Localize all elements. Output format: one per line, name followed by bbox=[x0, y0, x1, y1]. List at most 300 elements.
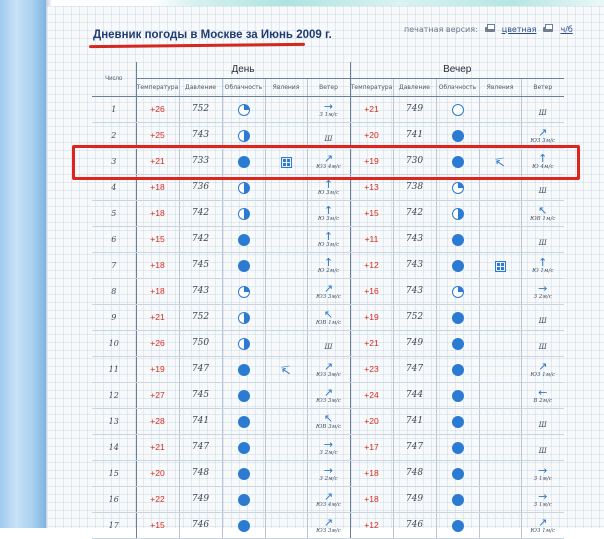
evening-pressure: 741 bbox=[393, 408, 436, 434]
wind-label: З 2м/с bbox=[319, 449, 338, 456]
evening-temperature: +18 bbox=[350, 460, 393, 486]
table-row bbox=[92, 330, 564, 356]
evening-cloudiness bbox=[436, 252, 479, 278]
day-cloudiness bbox=[222, 356, 265, 382]
printer-icon[interactable] bbox=[542, 24, 554, 34]
day-temperature: +18 bbox=[136, 252, 179, 278]
day-number: 13 bbox=[92, 408, 136, 434]
day-wind bbox=[307, 460, 350, 486]
calm-label: Ш bbox=[538, 420, 547, 429]
day-pressure: 746 bbox=[179, 512, 222, 538]
precipitation-icon bbox=[495, 261, 506, 272]
evening-pressure: 747 bbox=[393, 434, 436, 460]
day-pressure: 748 bbox=[179, 460, 222, 486]
day-pressure: 745 bbox=[179, 382, 222, 408]
table-row bbox=[92, 382, 564, 408]
day-phenomena bbox=[265, 356, 307, 382]
col-cloudiness-day: Облачность bbox=[222, 78, 265, 96]
evening-temperature: +11 bbox=[350, 226, 393, 252]
wind-label: Ю 4м/с bbox=[532, 163, 554, 170]
day-wind bbox=[307, 304, 350, 330]
evening-pressure: 748 bbox=[393, 460, 436, 486]
day-temperature: +20 bbox=[136, 460, 179, 486]
day-cloudiness bbox=[222, 434, 265, 460]
table-row bbox=[92, 200, 564, 226]
weather-table bbox=[92, 62, 564, 539]
day-cloudiness bbox=[222, 408, 265, 434]
col-phenomena-day: Явления bbox=[265, 78, 307, 96]
wind-arrow-icon: ↑ bbox=[538, 255, 548, 269]
evening-cloudiness bbox=[436, 382, 479, 408]
col-phenomena-evening: Явления bbox=[479, 78, 521, 96]
cloudiness-clear-icon bbox=[452, 104, 464, 116]
color-version-link[interactable]: цветная bbox=[501, 24, 537, 34]
cloudiness-half-icon bbox=[238, 182, 250, 194]
highlight-box bbox=[72, 145, 580, 180]
cloudiness-overcast-icon bbox=[452, 312, 464, 324]
day-cloudiness bbox=[222, 226, 265, 252]
day-pressure: 750 bbox=[179, 330, 222, 356]
wind-label: ЮЗ 4м/с bbox=[316, 163, 341, 170]
evening-pressure: 752 bbox=[393, 304, 436, 330]
wind-label: В 2м/с bbox=[533, 397, 553, 404]
day-temperature: +18 bbox=[136, 200, 179, 226]
wind-arrow-icon: → bbox=[323, 99, 334, 113]
cloudiness-overcast-icon bbox=[452, 442, 464, 454]
day-number: 14 bbox=[92, 434, 136, 460]
evening-temperature: +12 bbox=[350, 512, 393, 538]
evening-pressure: 730 bbox=[393, 148, 436, 174]
evening-temperature: +15 bbox=[350, 200, 393, 226]
day-temperature: +21 bbox=[136, 148, 179, 174]
day-wind bbox=[307, 96, 350, 122]
day-wind bbox=[307, 382, 350, 408]
cloudiness-overcast-icon bbox=[238, 260, 250, 272]
day-pressure: 745 bbox=[179, 252, 222, 278]
day-wind bbox=[307, 356, 350, 382]
evening-temperature: +19 bbox=[350, 304, 393, 330]
cloudiness-overcast-icon bbox=[452, 234, 464, 246]
evening-phenomena bbox=[479, 226, 521, 252]
evening-pressure: 743 bbox=[393, 252, 436, 278]
col-temperature-evening: Температура bbox=[350, 78, 393, 96]
day-cloudiness bbox=[222, 460, 265, 486]
day-wind bbox=[307, 226, 350, 252]
cloudiness-overcast-icon bbox=[452, 338, 464, 350]
day-number: 7 bbox=[92, 252, 136, 278]
evening-temperature: +21 bbox=[350, 96, 393, 122]
day-temperature: +18 bbox=[136, 278, 179, 304]
day-pressure: 743 bbox=[179, 122, 222, 148]
day-temperature: +19 bbox=[136, 356, 179, 382]
calm-label: Ш bbox=[324, 342, 333, 351]
cloudiness-quarter-icon bbox=[452, 286, 464, 298]
calm-label: Ш bbox=[324, 134, 333, 143]
day-pressure: 747 bbox=[179, 434, 222, 460]
table-row bbox=[92, 434, 564, 460]
wind-arrow-icon: ↑ bbox=[323, 255, 334, 269]
wind-arrow-icon: ↗ bbox=[323, 515, 334, 529]
wind-label: Ю 1м/с bbox=[532, 267, 554, 274]
evening-cloudiness bbox=[436, 96, 479, 122]
print-label: печатная версия: bbox=[404, 24, 478, 34]
day-temperature: +25 bbox=[136, 122, 179, 148]
wind-label: З 2м/с bbox=[319, 475, 338, 482]
day-temperature: +21 bbox=[136, 304, 179, 330]
evening-wind bbox=[521, 226, 564, 252]
day-number: 15 bbox=[92, 460, 136, 486]
evening-cloudiness bbox=[436, 330, 479, 356]
day-phenomena bbox=[265, 486, 307, 512]
evening-cloudiness bbox=[436, 460, 479, 486]
evening-cloudiness bbox=[436, 408, 479, 434]
wind-label: ЮЗ 3м/с bbox=[316, 527, 341, 534]
day-cloudiness bbox=[222, 486, 265, 512]
day-temperature: +15 bbox=[136, 226, 179, 252]
table-row bbox=[92, 486, 564, 512]
wind-label: З 1м/с bbox=[319, 111, 338, 118]
cloudiness-overcast-icon bbox=[452, 468, 464, 480]
wind-arrow-icon: ↗ bbox=[538, 515, 548, 529]
cloudiness-overcast-icon bbox=[238, 416, 250, 428]
day-temperature: +26 bbox=[136, 96, 179, 122]
evening-wind bbox=[521, 434, 564, 460]
wind-label: ЮЗ 1м/с bbox=[530, 527, 556, 534]
thunderstorm-icon: ↸ bbox=[493, 154, 507, 171]
day-temperature: +18 bbox=[136, 174, 179, 200]
day-phenomena bbox=[265, 96, 307, 122]
cloudiness-overcast-icon bbox=[452, 364, 464, 376]
wind-arrow-icon: → bbox=[538, 281, 548, 295]
evening-temperature: +20 bbox=[350, 408, 393, 434]
day-pressure: 742 bbox=[179, 226, 222, 252]
wind-label: Ю 3м/с bbox=[317, 215, 340, 222]
bw-version-link[interactable]: ч/б bbox=[560, 24, 573, 34]
col-pressure-evening: Давление bbox=[393, 78, 436, 96]
thunderstorm-icon: ↸ bbox=[279, 362, 293, 379]
evening-pressure: 738 bbox=[393, 174, 436, 200]
wind-label: Ю 2м/с bbox=[317, 267, 340, 274]
wind-arrow-icon: → bbox=[538, 489, 548, 503]
cloudiness-overcast-icon bbox=[238, 468, 250, 480]
day-cloudiness bbox=[222, 382, 265, 408]
evening-wind bbox=[521, 486, 564, 512]
evening-phenomena bbox=[479, 278, 521, 304]
wind-arrow-icon: ↑ bbox=[323, 177, 334, 191]
cloudiness-half-icon bbox=[238, 208, 250, 220]
day-phenomena bbox=[265, 226, 307, 252]
cloudiness-overcast-icon bbox=[238, 442, 250, 454]
day-pressure: 743 bbox=[179, 278, 222, 304]
evening-wind bbox=[521, 96, 564, 122]
wind-arrow-icon: ↑ bbox=[323, 203, 334, 217]
wind-arrow-icon: ↖ bbox=[538, 203, 548, 217]
wind-label: ЮЗ 3м/с bbox=[530, 137, 556, 144]
wind-label: ЮВ 1м/с bbox=[530, 215, 556, 222]
table-row bbox=[92, 460, 564, 486]
table-row bbox=[92, 96, 564, 122]
evening-temperature: +13 bbox=[350, 174, 393, 200]
evening-phenomena bbox=[479, 408, 521, 434]
day-phenomena bbox=[265, 200, 307, 226]
day-wind bbox=[307, 252, 350, 278]
col-temperature-day: Температура bbox=[136, 78, 179, 96]
group-header-day: День bbox=[136, 62, 350, 78]
table-row bbox=[92, 512, 564, 538]
col-pressure-day: Давление bbox=[179, 78, 222, 96]
wind-arrow-icon: ↗ bbox=[538, 125, 548, 139]
day-number: 1 bbox=[92, 96, 136, 122]
evening-temperature: +24 bbox=[350, 382, 393, 408]
calm-label: Ш bbox=[538, 446, 547, 455]
day-cloudiness bbox=[222, 252, 265, 278]
wind-arrow-icon: ↗ bbox=[538, 359, 548, 373]
evening-phenomena bbox=[479, 330, 521, 356]
wind-arrow-icon: ↗ bbox=[323, 281, 334, 295]
wind-arrow-icon: ↑ bbox=[323, 229, 334, 243]
evening-wind bbox=[521, 512, 564, 538]
evening-cloudiness bbox=[436, 226, 479, 252]
table-row bbox=[92, 226, 564, 252]
day-cloudiness bbox=[222, 304, 265, 330]
wind-label: ЮЗ 3м/с bbox=[316, 293, 341, 300]
cloudiness-overcast-icon bbox=[452, 520, 464, 532]
cloudiness-quarter-icon bbox=[238, 104, 250, 116]
day-wind bbox=[307, 486, 350, 512]
table-row bbox=[92, 252, 564, 278]
cloudiness-overcast-icon bbox=[452, 416, 464, 428]
evening-cloudiness bbox=[436, 356, 479, 382]
day-temperature: +22 bbox=[136, 486, 179, 512]
evening-pressure: 741 bbox=[393, 122, 436, 148]
day-temperature: +27 bbox=[136, 382, 179, 408]
day-wind bbox=[307, 434, 350, 460]
notebook-binder bbox=[0, 0, 46, 528]
cloudiness-quarter-icon bbox=[452, 182, 464, 194]
evening-phenomena bbox=[479, 486, 521, 512]
day-pressure: 733 bbox=[179, 148, 222, 174]
wind-arrow-icon: ↖ bbox=[323, 411, 334, 425]
cloudiness-half-icon bbox=[238, 338, 250, 350]
evening-phenomena bbox=[479, 200, 521, 226]
calm-label: Ш bbox=[538, 108, 547, 117]
day-pressure: 752 bbox=[179, 304, 222, 330]
day-cloudiness bbox=[222, 200, 265, 226]
day-phenomena bbox=[265, 330, 307, 356]
cloudiness-half-icon bbox=[238, 312, 250, 324]
evening-phenomena bbox=[479, 304, 521, 330]
evening-phenomena bbox=[479, 460, 521, 486]
page-title: Дневник погоды в Москве за Июнь 2009 г. bbox=[93, 29, 332, 41]
evening-pressure: 749 bbox=[393, 330, 436, 356]
evening-pressure: 749 bbox=[393, 96, 436, 122]
col-wind-day: Ветер bbox=[307, 78, 350, 96]
evening-pressure: 746 bbox=[393, 512, 436, 538]
day-phenomena bbox=[265, 434, 307, 460]
col-wind-evening: Ветер bbox=[521, 78, 564, 96]
evening-phenomena bbox=[479, 252, 521, 278]
calm-label: Ш bbox=[538, 186, 547, 195]
day-number: 10 bbox=[92, 330, 136, 356]
evening-wind bbox=[521, 252, 564, 278]
day-number: 12 bbox=[92, 382, 136, 408]
day-pressure: 749 bbox=[179, 486, 222, 512]
day-phenomena bbox=[265, 252, 307, 278]
wind-arrow-icon: ← bbox=[538, 385, 548, 399]
day-number: 3 bbox=[92, 148, 136, 174]
wind-arrow-icon: → bbox=[538, 463, 548, 477]
evening-pressure: 749 bbox=[393, 486, 436, 512]
cloudiness-overcast-icon bbox=[238, 234, 250, 246]
wind-label: ЮВ 1м/с bbox=[315, 319, 342, 326]
evening-cloudiness bbox=[436, 278, 479, 304]
day-phenomena bbox=[265, 304, 307, 330]
calm-label: Ш bbox=[538, 238, 547, 247]
day-cloudiness bbox=[222, 512, 265, 538]
table-row bbox=[92, 356, 564, 382]
day-wind bbox=[307, 278, 350, 304]
day-wind bbox=[307, 200, 350, 226]
day-pressure: 747 bbox=[179, 356, 222, 382]
printer-icon[interactable] bbox=[484, 24, 496, 34]
group-header-evening: Вечер bbox=[350, 62, 564, 78]
day-number: 17 bbox=[92, 512, 136, 538]
print-version-bar bbox=[404, 24, 573, 34]
evening-cloudiness bbox=[436, 304, 479, 330]
evening-pressure: 743 bbox=[393, 226, 436, 252]
day-cloudiness bbox=[222, 330, 265, 356]
cloudiness-overcast-icon bbox=[238, 494, 250, 506]
day-number: 11 bbox=[92, 356, 136, 382]
table-row bbox=[92, 278, 564, 304]
evening-wind bbox=[521, 356, 564, 382]
wind-arrow-icon: → bbox=[323, 437, 334, 451]
day-pressure: 742 bbox=[179, 200, 222, 226]
evening-temperature: +18 bbox=[350, 486, 393, 512]
cloudiness-overcast-icon bbox=[452, 130, 464, 142]
evening-temperature: +20 bbox=[350, 122, 393, 148]
cloudiness-quarter-icon bbox=[238, 286, 250, 298]
evening-pressure: 744 bbox=[393, 382, 436, 408]
evening-cloudiness bbox=[436, 512, 479, 538]
day-phenomena bbox=[265, 408, 307, 434]
cloudiness-overcast-icon bbox=[238, 390, 250, 402]
day-cloudiness bbox=[222, 96, 265, 122]
wind-label: ЮВ 3м/с bbox=[315, 423, 342, 430]
col-cloudiness-evening: Облачность bbox=[436, 78, 479, 96]
day-number: 4 bbox=[92, 174, 136, 200]
day-cloudiness bbox=[222, 278, 265, 304]
day-number: 9 bbox=[92, 304, 136, 330]
day-temperature: +15 bbox=[136, 512, 179, 538]
cloudiness-overcast-icon bbox=[238, 364, 250, 376]
day-pressure: 736 bbox=[179, 174, 222, 200]
evening-wind bbox=[521, 408, 564, 434]
day-number: 8 bbox=[92, 278, 136, 304]
evening-temperature: +16 bbox=[350, 278, 393, 304]
day-number: 16 bbox=[92, 486, 136, 512]
wind-label: З 2м/с bbox=[533, 293, 552, 300]
day-phenomena bbox=[265, 382, 307, 408]
evening-phenomena bbox=[479, 356, 521, 382]
wind-label: ЮЗ 1м/с bbox=[530, 371, 556, 378]
wind-arrow-icon: ↗ bbox=[323, 489, 334, 503]
day-temperature: +26 bbox=[136, 330, 179, 356]
day-pressure: 752 bbox=[179, 96, 222, 122]
wind-label: ЮЗ 4м/с bbox=[316, 501, 341, 508]
day-phenomena bbox=[265, 460, 307, 486]
wind-arrow-icon: → bbox=[323, 463, 334, 477]
evening-phenomena bbox=[479, 434, 521, 460]
day-phenomena bbox=[265, 278, 307, 304]
wind-arrow-icon: ↗ bbox=[323, 385, 334, 399]
wind-arrow-icon: ↗ bbox=[323, 151, 334, 165]
wind-label: Ю 3м/с bbox=[317, 189, 340, 196]
cloudiness-half-icon bbox=[452, 208, 464, 220]
evening-temperature: +21 bbox=[350, 330, 393, 356]
day-wind bbox=[307, 330, 350, 356]
wind-arrow-icon: ↗ bbox=[323, 359, 334, 373]
table-row bbox=[92, 408, 564, 434]
day-wind bbox=[307, 408, 350, 434]
day-pressure: 741 bbox=[179, 408, 222, 434]
cloudiness-overcast-icon bbox=[452, 390, 464, 402]
evening-pressure: 743 bbox=[393, 278, 436, 304]
wind-label: ЮЗ 3м/с bbox=[316, 371, 341, 378]
cloudiness-overcast-icon bbox=[238, 520, 250, 532]
table-row bbox=[92, 304, 564, 330]
wind-label: Ю 3м/с bbox=[317, 241, 340, 248]
evening-temperature: +12 bbox=[350, 252, 393, 278]
evening-pressure: 742 bbox=[393, 200, 436, 226]
evening-temperature: +17 bbox=[350, 434, 393, 460]
day-wind bbox=[307, 512, 350, 538]
evening-cloudiness bbox=[436, 434, 479, 460]
evening-wind bbox=[521, 460, 564, 486]
evening-wind bbox=[521, 304, 564, 330]
evening-temperature: +19 bbox=[350, 148, 393, 174]
day-phenomena bbox=[265, 512, 307, 538]
evening-cloudiness bbox=[436, 200, 479, 226]
day-number: 6 bbox=[92, 226, 136, 252]
evening-cloudiness bbox=[436, 486, 479, 512]
col-day-number: Число bbox=[92, 62, 136, 96]
evening-phenomena bbox=[479, 96, 521, 122]
wind-arrow-icon: ↑ bbox=[538, 151, 548, 165]
calm-label: Ш bbox=[538, 316, 547, 325]
cloudiness-overcast-icon bbox=[452, 260, 464, 272]
day-temperature: +28 bbox=[136, 408, 179, 434]
wind-label: З 1м/с bbox=[533, 501, 552, 508]
calm-label: Ш bbox=[538, 342, 547, 351]
evening-wind bbox=[521, 382, 564, 408]
evening-phenomena bbox=[479, 512, 521, 538]
wind-arrow-icon: ↖ bbox=[323, 307, 334, 321]
wind-label: З 1м/с bbox=[533, 475, 552, 482]
evening-wind bbox=[521, 330, 564, 356]
evening-wind bbox=[521, 200, 564, 226]
cloudiness-half-icon bbox=[238, 130, 250, 142]
day-number: 2 bbox=[92, 122, 136, 148]
evening-wind bbox=[521, 278, 564, 304]
day-temperature: +21 bbox=[136, 434, 179, 460]
cloudiness-overcast-icon bbox=[452, 494, 464, 506]
evening-phenomena bbox=[479, 382, 521, 408]
wind-label: ЮЗ 3м/с bbox=[316, 397, 341, 404]
day-number: 5 bbox=[92, 200, 136, 226]
evening-pressure: 747 bbox=[393, 356, 436, 382]
evening-temperature: +23 bbox=[350, 356, 393, 382]
